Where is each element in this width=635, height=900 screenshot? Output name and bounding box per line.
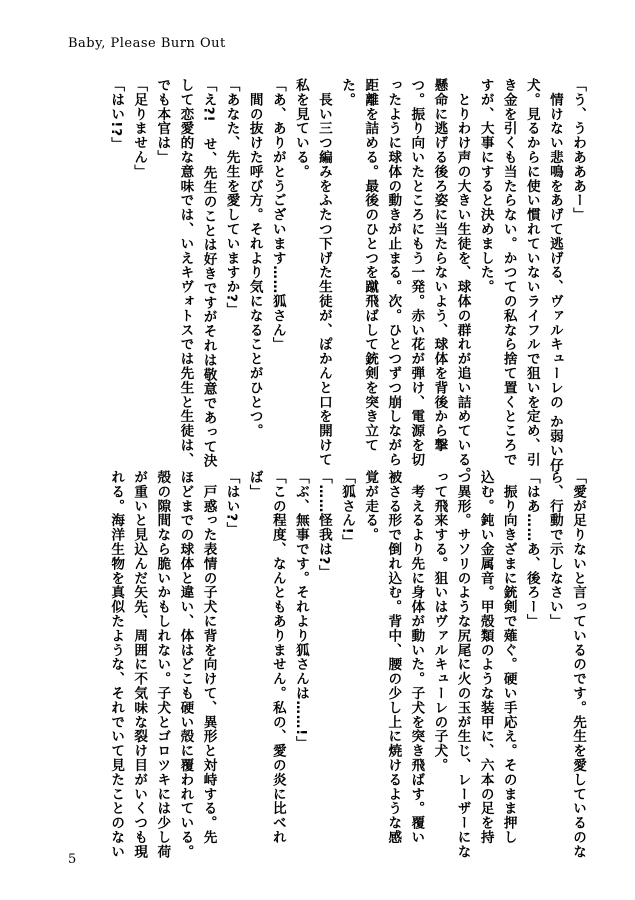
text-line: ば」 bbox=[246, 470, 263, 499]
text-line: 被さる形で倒れ込む。背中、腰の少し上に焼けるような感 bbox=[385, 470, 402, 845]
text-line: して恋愛的な意味では、いえキヴォトスでは先生と生徒は、 bbox=[177, 78, 194, 467]
text-line: 覚が走る。 bbox=[362, 470, 379, 542]
text-line: ら、行動で示しなさい」 bbox=[546, 470, 563, 629]
text-line: 「はい!?」 bbox=[108, 78, 125, 152]
text-line: 「狐さん!」 bbox=[339, 470, 356, 549]
text-line: 「ぶ、無事です。それより狐さんは……!」 bbox=[292, 470, 309, 751]
text-line: 戸惑った表情の子犬に背を向けて、異形と対峙する。先 bbox=[200, 470, 217, 845]
text-line: が重いと見込んだ矢先、周囲に不気味な裂け目がいくつも現 bbox=[131, 470, 148, 859]
text-line: 「はあ……あ、後ろー」 bbox=[523, 470, 540, 629]
text-line: た。 bbox=[339, 78, 356, 107]
text-line: 長い三つ編みをふたつ下げた生徒が、ぽかんと口を開けて bbox=[315, 78, 332, 467]
text-line: でも本官は」 bbox=[154, 78, 171, 165]
text-line: 情けない悲鳴をあげて逃げる、ヴァルキューレの か弱い仔 bbox=[546, 78, 563, 473]
text-line: 考えるより先に身体が動いた。子犬を突き飛ばす。覆い bbox=[408, 470, 425, 845]
text-line: き金を引くも当たらない。かつての私なら捨て置くところで bbox=[500, 78, 517, 467]
text-line: ほどまでの球体と違い、体はどこも硬い殻に覆われている。 bbox=[177, 470, 194, 859]
text-line: つ。振り向いたところにもう一発。赤い花が弾け、電源を切 bbox=[408, 78, 425, 467]
text-line: ったように球体の動きが止まる。次。ひとつずつ崩しながら bbox=[385, 78, 402, 467]
text-line: 殻の隙間なら脆いかもしれない。子犬とゴロツキには少し荷 bbox=[154, 470, 171, 859]
text-line: 「あなた、先生を愛していますか?」 bbox=[223, 78, 240, 318]
text-line: とりわけ声の大きい生徒を、球体の群れが追い詰めている。 bbox=[454, 78, 471, 482]
text-line: 懸命に逃げる後ろ姿に当たらないよう、球体を背後から撃 bbox=[431, 78, 448, 453]
text-block-lower bbox=[49, 470, 589, 859]
text-line: 「……怪我は?」 bbox=[315, 470, 332, 580]
text-line: 「愛が足りないと言っているのです。先生を愛しているのな bbox=[570, 470, 586, 859]
text-line: 「この程度、なんともありません。私の、愛の炎に比べれ bbox=[269, 470, 286, 845]
text-line: って飛来する。狙いはヴァルキューレの子犬。 bbox=[431, 470, 448, 773]
running-title: Baby, Please Burn Out bbox=[68, 36, 226, 51]
text-line: 振り向きざまに銃剣で薙ぐ。硬い手応え。そのまま押し bbox=[500, 470, 517, 845]
text-line: 私を見ている。 bbox=[292, 78, 309, 179]
text-line: つ異形。サソリのような尻尾に火の玉が生じ、レーザーにな bbox=[454, 470, 471, 859]
text-line: 間の抜けた呼び方。それより気になることがひとつ。 bbox=[246, 78, 263, 438]
text-line: 込む。鈍い金属音。甲殻類のような装甲に、六本の足を持 bbox=[477, 470, 494, 845]
text-line: 「あ、ありがとうございます……狐さん」 bbox=[269, 78, 286, 352]
text-line: れる。海洋生物を真似たような、それでいて見たことのない bbox=[108, 470, 125, 859]
text-line: 「う、うわあああー」 bbox=[570, 78, 586, 222]
text-line: 「え?! せ、先生のことは好きですがそれは敬意であって決 bbox=[200, 78, 217, 469]
text-line: 犬。見るからに使い慣れていないライフルで狙いを定め、引 bbox=[523, 78, 540, 467]
text-line: すが、大事にすると決めました。 bbox=[477, 78, 494, 294]
text-line: 「はい?」 bbox=[223, 470, 240, 537]
text-line: 距離を詰める。最後のひとつを蹴飛ばして銃剣を突き立て bbox=[362, 78, 379, 453]
text-block-upper bbox=[49, 78, 589, 482]
text-line: 「足りません」 bbox=[131, 78, 148, 179]
page-number: 5 bbox=[68, 852, 77, 867]
